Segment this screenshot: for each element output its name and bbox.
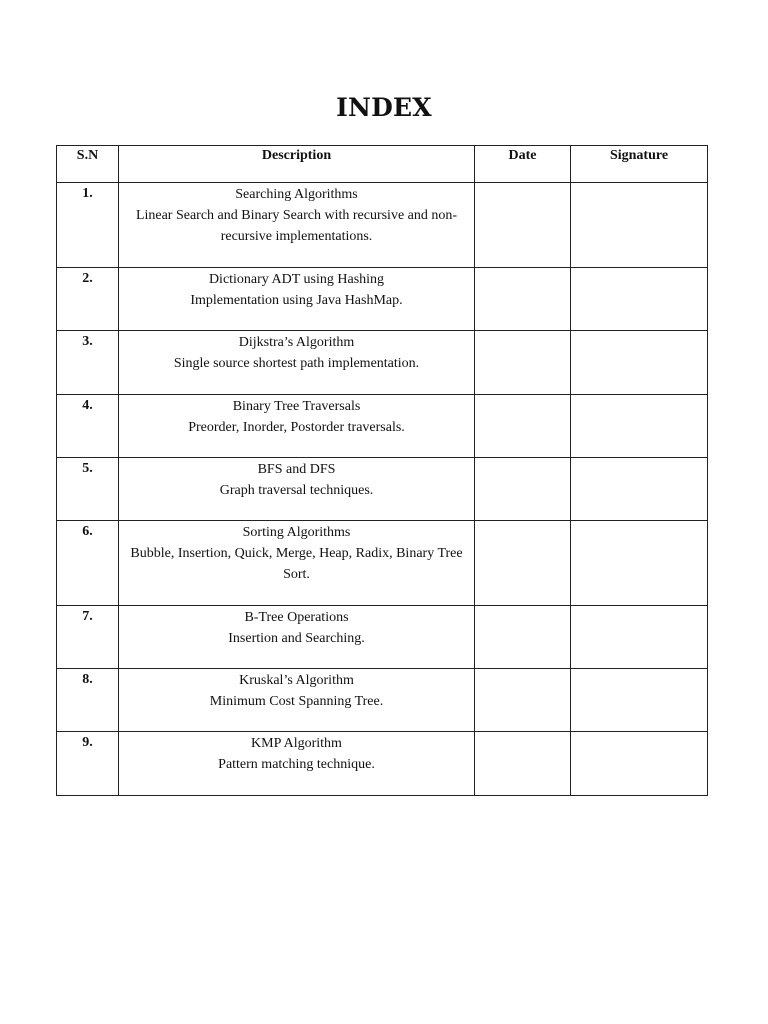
table-row [57,331,708,395]
row-signature [571,183,708,268]
row-title: Binary Tree Traversals [232,399,361,414]
row-date [475,732,571,796]
row-signature [571,458,708,521]
row-date [475,268,571,331]
table-row [57,669,708,732]
row-serial-number: 3. [57,331,119,395]
table-row [57,395,708,458]
row-detail: Bubble, Insertion, Quick, Merge, Heap, Radix, Binary Tree Sort. [130,546,463,582]
row-title: Dictionary ADT using Hashing [208,272,385,287]
page-title: INDEX [336,93,432,122]
row-serial-number: 4. [57,395,119,458]
column-header-date: Date [475,146,571,183]
row-detail: Single source shortest path implementation. [173,356,420,371]
row-date [475,331,571,395]
row-detail: Pattern matching technique. [218,757,375,772]
row-serial-number: 2. [57,268,119,331]
row-signature [571,521,708,606]
table-row [57,458,708,521]
row-serial-number: 5. [57,458,119,521]
column-header-sn: S.N [57,146,119,183]
row-title: B-Tree Operations [244,610,349,625]
row-title: BFS and DFS [257,462,336,477]
table-row [57,732,708,796]
row-description [119,606,475,669]
row-date [475,395,571,458]
row-serial-number: 1. [57,183,119,268]
row-signature [571,606,708,669]
column-header-description: Description [119,146,475,183]
row-title: Dijkstra’s Algorithm [238,335,355,350]
table-header-row [57,146,708,183]
row-serial-number: 9. [57,732,119,796]
row-description [119,268,475,331]
row-title: Searching Algorithms [235,187,358,202]
row-signature [571,395,708,458]
row-title: Sorting Algorithms [242,525,351,540]
row-serial-number: 8. [57,669,119,732]
row-detail: Linear Search and Binary Search with recursive and non-recursive implementations. [135,208,458,244]
row-description [119,331,475,395]
row-title: KMP Algorithm [251,736,342,751]
row-signature [571,331,708,395]
row-description [119,458,475,521]
row-date [475,606,571,669]
index-table [56,145,708,796]
row-detail: Preorder, Inorder, Postorder traversals. [188,420,405,435]
column-header-signature: Signature [571,146,708,183]
row-detail: Insertion and Searching. [228,631,365,646]
row-detail: Implementation using Java HashMap. [190,293,403,308]
row-signature [571,669,708,732]
row-description [119,395,475,458]
row-date [475,669,571,732]
row-description [119,732,475,796]
row-signature [571,732,708,796]
row-description [119,521,475,606]
row-signature [571,268,708,331]
row-serial-number: 7. [57,606,119,669]
row-date [475,183,571,268]
row-description [119,669,475,732]
table-row [57,183,708,268]
row-serial-number: 6. [57,521,119,606]
table-row [57,606,708,669]
row-title: Kruskal’s Algorithm [239,673,354,688]
table-row [57,268,708,331]
row-detail: Graph traversal techniques. [219,483,374,498]
row-detail: Minimum Cost Spanning Tree. [209,694,384,709]
row-date [475,458,571,521]
table-row [57,521,708,606]
row-description [119,183,475,268]
row-date [475,521,571,606]
